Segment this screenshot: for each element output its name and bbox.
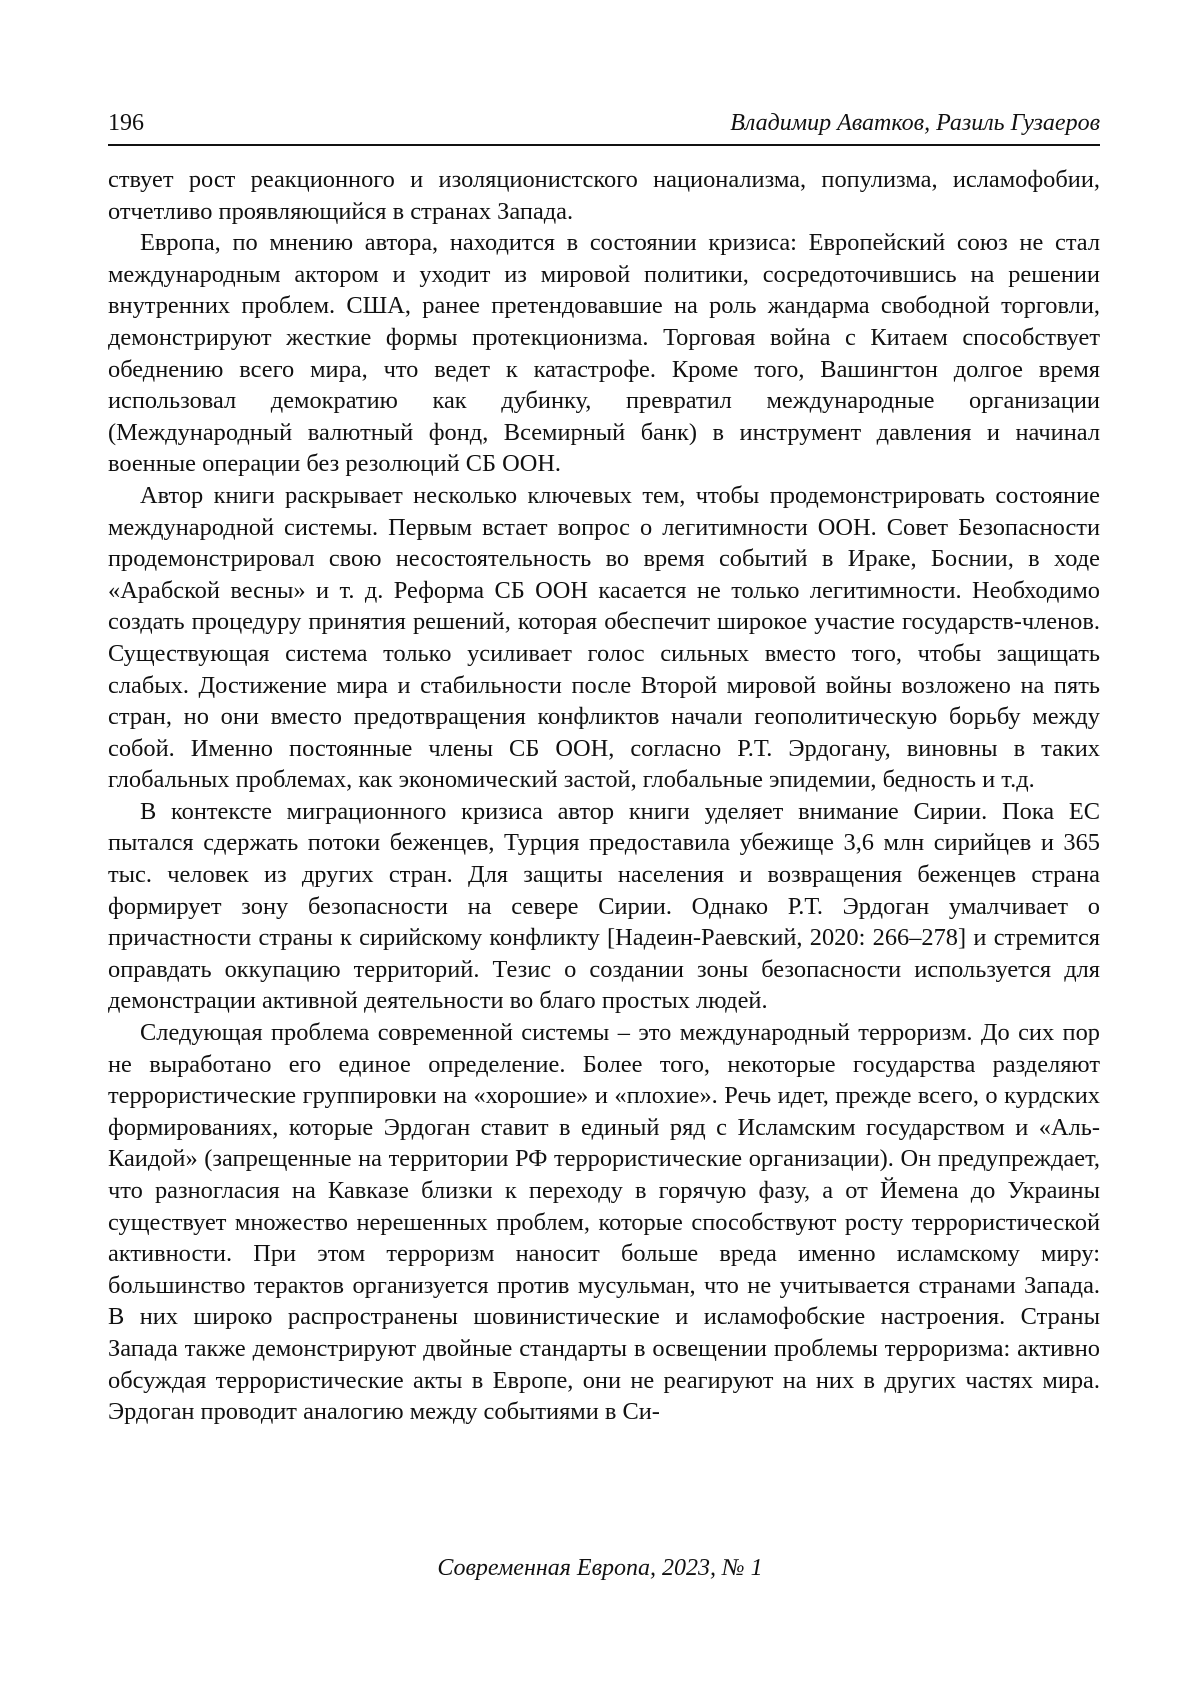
page-number: 196 xyxy=(108,110,144,136)
running-head-authors: Владимир Аватков, Разиль Гузаеров xyxy=(730,110,1100,136)
paragraph: Следующая проблема современной системы – это международный терроризм. До сих пор не выработано его единое определение. Более того, некоторые государства разделяют террористические группировки на «хорошие» и «плохие». Речь идет, прежде всего, о курдских формированиях, которые Эрдоган ставит в единый ряд с Исламским государством и «Аль-Каидой» (запрещенные на территории РФ террористические организации). Он предупреждает, что разногласия на Кавказе близки к переходу в горячую фазу, а от Йемена до Украины существует множество нерешенных проблем, которые способствуют росту террористической активности. При этом терроризм наносит больше вреда именно исламскому миру: большинство терактов организуется против мусульман, что не учитывается странами Запада. В них широко распространены шовинистические и исламофобские настроения. Страны Запада также демонстрируют двойные стандарты в освещении проблемы терроризма: активно обсуждая террористические акты в Европе, они не реагируют на них в других частях мира. Эрдоган проводит аналогию между событиями в Си- xyxy=(108,1019,1100,1426)
paragraph: В контексте миграционного кризиса автор книги уделяет внимание Сирии. Пока ЕС пытался сдержать потоки беженцев, Турция предоставила убежище 3,6 млн сирийцев и 365 тыс. человек из других стран. Для защиты населения и возвращения беженцев страна формирует зону безопасности на севере Сирии. Однако Р.Т. Эрдоган умалчивает о причастности страны к сирийскому конфликту [Надеин-Раевский, 2020: 266–278] и стремится оправдать оккупацию территорий. Тезис о создании зоны безопасности используется для демонстрации активной деятельности во благо простых людей. xyxy=(108,797,1100,1015)
paragraph-continuation: ствует рост реакционного и изоляционистского национализма, популизма, исламофобии, отчетливо проявляющийся в странах Запада. xyxy=(108,166,1100,225)
article-body xyxy=(108,164,1100,1428)
paragraph: Европа, по мнению автора, находится в состоянии кризиса: Европейский союз не стал международным актором и уходит из мировой политики, сосредоточившись на решении внутренних проблем. США, ранее претендовавшие на роль жандарма свободной торговли, демонстрируют жесткие формы протекционизма. Торговая война с Китаем способствует обеднению всего мира, что ведет к катастрофе. Кроме того, Вашингтон долгое время использовал демократию как дубинку, превратил международные организации (Международный валютный фонд, Всемирный банк) в инструмент давления и начинал военные операции без резолюций СБ ООН. xyxy=(108,229,1100,478)
page-footer-journal: Современная Европа, 2023, № 1 xyxy=(437,1555,763,1581)
paragraph: Автор книги раскрывает несколько ключевых тем, чтобы продемонстрировать состояние международной системы. Первым встает вопрос о легитимности ООН. Совет Безопасности продемонстрировал свою несостоятельность во время событий в Ираке, Боснии, в ходе «Арабской весны» и т. д. Реформа СБ ООН касается не только легитимности. Необходимо создать процедуру принятия решений, которая обеспечит широкое участие государств-членов. Существующая система только усиливает голос сильных вместо того, чтобы защищать слабых. Достижение мира и стабильности после Второй мировой войны возложено на пять стран, но они вместо предотвращения конфликтов начали геополитическую борьбу между собой. Именно постоянные члены СБ ООН, согласно Р.Т. Эрдогану, виновны в таких глобальных проблемах, как экономический застой, глобальные эпидемии, бедность и т.д. xyxy=(108,481,1100,794)
page-header xyxy=(108,108,1100,146)
